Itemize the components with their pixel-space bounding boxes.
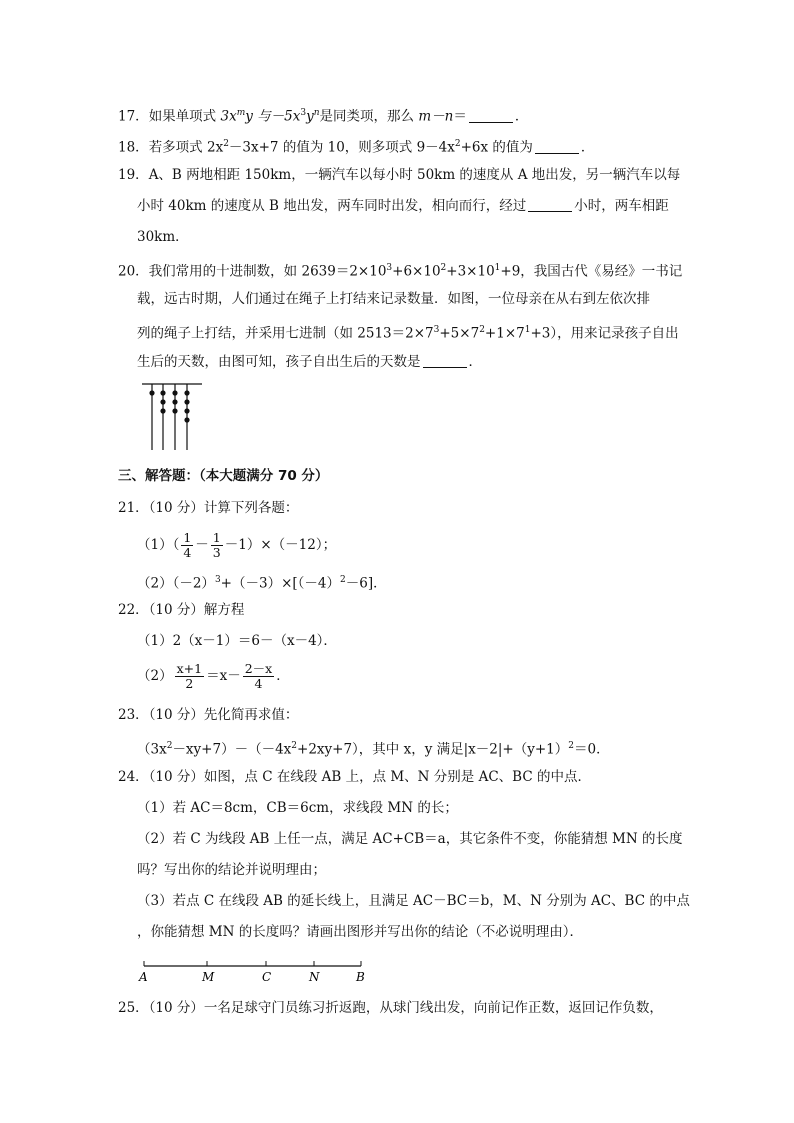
question-19-line-3: 30km． [137,229,189,245]
knot [149,390,154,395]
knot [160,399,165,404]
knot-rope-figure [138,378,208,454]
fraction: $\frac{2-x}{4}$ [244,661,273,691]
label-n: N [309,970,320,984]
question-23-expression: $(3x^2-xy+7)-(-4x^2+2xy+7)$，其中 x，y 满足$|x-2|+(y+1)^2=0$． [137,741,610,758]
question-24-head: 24．（10 分）如图，点 C 在线段 AB 上，点 M、N 分别是 AC、BC 的中点． [118,769,591,785]
answer-blank [423,353,467,368]
knot [184,408,189,413]
question-21-part-1: （1）（ $\frac{1}{4}$ － $\frac{1}{3}$ －1）×（－12）； [137,530,337,560]
question-24-part-3-line-2: ，你能猜想 MN 的长度吗？请画出图形并写出你的结论（不必说明理由）． [137,924,583,940]
answer-blank [528,197,572,212]
question-22-part-1: （1）2（x－1）＝6－（x－4）． [137,633,337,649]
question-19-line-1: 19．A、B 两地相距 150km，一辆汽车以每小时 50km 的速度从 A 地出发，另一辆汽车以每 [118,167,681,183]
fraction: $\frac{1}{3}$ [212,530,221,560]
question-20-line-3: 列的绳子上打结，并采用七进制（如 $2513=2\times 7^3+5\times 7^2+1\times 7^1+3$），用来记录孩子自出 [137,325,679,342]
label-m: M [202,970,215,984]
knot [160,390,165,395]
question-20-line-1: 20．我们常用的十进制数，如 $2639=2\times 10^3+6\times 10^2+3\times 10^1+9$，我国古代《易经》一书记 [118,263,683,280]
question-18: 18．若多项式 $2x^2-3x+7$ 的值为 10，则多项式 $9-4x^2+6x$ 的值为 ． [118,139,595,156]
fraction: $\frac{1}{4}$ [183,530,192,560]
question-17: 17．如果单项式 $3x^my$ 与$-5x^3y^n$是同类项，那么 m－n＝ ． [118,108,529,125]
fraction: $\frac{x+1}{2}$ [176,661,203,691]
question-22-head: 22．（10 分）解方程 [118,602,245,618]
knot [184,417,189,422]
knot [184,399,189,404]
question-24-part-2-line-2: 吗？写出你的结论并说明理由； [137,862,326,878]
knot [160,408,165,413]
question-20-line-2: 载，远古时期，人们通过在绳子上打结来记录数量．如图，一位母亲在从右到左依次排 [137,291,650,307]
knot [184,390,189,395]
section-heading: 三、解答题：（本大题满分 70 分） [118,468,329,484]
label-b: B [356,970,365,984]
segment-figure [136,958,372,986]
question-21-part-2: $(2)(-2)^3+(-3)\times[(-4)^2-6]$． [137,575,387,592]
question-24-part-2-line-1: （2）若 C 为线段 AB 上任一点，满足 AC+CB＝a，其它条件不变，你能猜想 MN 的长度 [137,831,683,847]
question-24-part-1: （1）若 AC＝8cm，CB＝6cm，求线段 MN 的长； [137,800,458,816]
question-21-head: 21．（10 分）计算下列各题： [118,500,299,516]
question-24-part-3-line-1: （3）若点 C 在线段 AB 的延长线上，且满足 AC－BC＝b，M、N 分别为 AC、BC 的中点 [137,893,690,909]
answer-blank [535,139,579,154]
knot [172,408,177,413]
question-23-head: 23．（10 分）先化简再求值： [118,707,299,723]
question-19-line-2: 小时 40km 的速度从 B 地出发，两车同时出发，相向而行，经过 小时，两车相距 [137,198,669,214]
knot [172,390,177,395]
question-25-line-1: 25．（10 分）一名足球守门员练习折返跑，从球门线出发，向前记作正数，返回记作负数， [118,1000,663,1016]
label-c: C [262,970,272,984]
answer-blank [469,108,513,123]
question-22-part-2: （2） $\frac{x+1}{2}$ ＝x－ $\frac{2-x}{4}$ ． [137,661,290,691]
knot [172,399,177,404]
question-20-line-4: 生后的天数，由图可知，孩子自出生后的天数是 ． [137,354,482,370]
label-a: A [139,970,148,984]
